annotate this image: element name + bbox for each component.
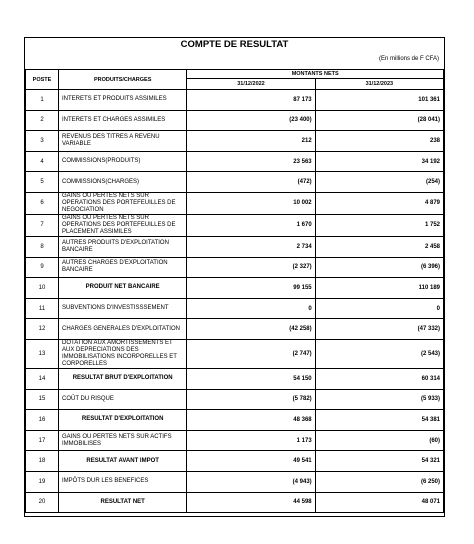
row-poste: 13 [26, 339, 59, 368]
row-value-2023: 34 192 [315, 151, 443, 172]
row-value-2022: (23 400) [187, 110, 315, 131]
table-body [26, 90, 444, 513]
row-value-2022: 1 670 [187, 214, 315, 236]
row-value-2023: 48 071 [315, 492, 443, 513]
header-year-2023: 31/12/2023 [315, 79, 443, 90]
table-row [26, 192, 444, 214]
table-row [26, 257, 444, 278]
row-value-2022: (5 782) [187, 389, 315, 410]
table-row [26, 339, 444, 368]
row-poste: 12 [26, 319, 59, 340]
table-row [26, 451, 444, 472]
row-poste: 2 [26, 110, 59, 131]
row-label: COMMISSIONS(CHARGES) [59, 172, 187, 193]
header-poste: POSTE [26, 70, 59, 90]
row-value-2022: (4 943) [187, 471, 315, 492]
income-statement-table [25, 69, 444, 513]
row-value-2023: (5 933) [315, 389, 443, 410]
row-value-2023: 1 752 [315, 214, 443, 236]
table-row [26, 278, 444, 299]
row-poste: 20 [26, 492, 59, 513]
row-value-2023: (6 396) [315, 257, 443, 278]
row-value-2022: 44 598 [187, 492, 315, 513]
row-poste: 10 [26, 278, 59, 299]
table-row [26, 430, 444, 451]
row-poste: 4 [26, 151, 59, 172]
row-label: CHARGES GENERALES D'EXPLOITATION [59, 319, 187, 340]
table-row [26, 471, 444, 492]
document-title: COMPTE DE RESULTAT [180, 39, 289, 50]
row-value-2023: 101 361 [315, 90, 443, 111]
row-label: RESULTAT AVANT IMPOT [59, 451, 187, 472]
row-label: GAINS OU PERTES NETS SUR OPERATIONS DES PORTEFEUILLES DE PLACEMENT ASSIMILES [59, 214, 187, 236]
row-value-2022: (2 747) [187, 339, 315, 368]
row-poste: 18 [26, 451, 59, 472]
table-row [26, 319, 444, 340]
row-value-2022: 0 [187, 298, 315, 319]
row-label: PRODUIT NET BANCAIRE [59, 278, 187, 299]
row-label: INTERETS ET PRODUITS ASSIMILES [59, 90, 187, 111]
row-poste: 9 [26, 257, 59, 278]
row-value-2023: 54 381 [315, 410, 443, 431]
row-value-2023: (254) [315, 172, 443, 193]
row-label: DOTATION AUX AMORTISSEMENTS ET AUX DEPRECIATIONS DES IMMOBILISATIONS INCORPORELLES ET CORPORELLES [59, 339, 187, 368]
row-poste: 11 [26, 298, 59, 319]
row-value-2023: 54 321 [315, 451, 443, 472]
row-label: RESULTAT D'EXPLOITATION [59, 410, 187, 431]
table-row [26, 151, 444, 172]
row-poste: 7 [26, 214, 59, 236]
header-year-2022: 31/12/2022 [187, 79, 315, 90]
row-label: INTERETS ET CHARGES ASSIMILES [59, 110, 187, 131]
header-montants-nets: MONTANTS NETS [187, 70, 444, 79]
row-value-2023: 110 189 [315, 278, 443, 299]
table-row [26, 236, 444, 257]
row-label: GAINS OU PERTES NETS SUR OPERATIONS DES PORTEFEUILLES DE NEGOCIATION [59, 192, 187, 214]
table-row [26, 368, 444, 389]
row-value-2022: (42 258) [187, 319, 315, 340]
row-value-2022: (2 327) [187, 257, 315, 278]
row-value-2022: 2 734 [187, 236, 315, 257]
income-statement-document [24, 37, 445, 517]
row-label: AUTRES PRODUITS D'EXPLOITATION BANCAIRE [59, 236, 187, 257]
row-label: COÛT DU RISQUE [59, 389, 187, 410]
table-row [26, 410, 444, 431]
row-value-2022: 48 368 [187, 410, 315, 431]
row-label: AUTRES CHARGES D'EXPLOITATION BANCAIRE [59, 257, 187, 278]
row-label: REVENUS DES TITRES A REVENU VARIABLE [59, 131, 187, 152]
row-poste: 17 [26, 430, 59, 451]
row-value-2022: 212 [187, 131, 315, 152]
row-poste: 6 [26, 192, 59, 214]
row-poste: 1 [26, 90, 59, 111]
row-value-2023: (60) [315, 430, 443, 451]
row-value-2022: 99 155 [187, 278, 315, 299]
row-poste: 8 [26, 236, 59, 257]
row-value-2023: (28 041) [315, 110, 443, 131]
row-label: COMMISSIONS(PRODUITS) [59, 151, 187, 172]
row-label: SUBVENTIONS D'INVESTISSSEMENT [59, 298, 187, 319]
table-row [26, 389, 444, 410]
table-row [26, 214, 444, 236]
row-poste: 19 [26, 471, 59, 492]
table-row [26, 492, 444, 513]
row-poste: 5 [26, 172, 59, 193]
row-value-2023: (47 332) [315, 319, 443, 340]
row-label: GAINS OU PERTES NETS SUR ACTIFS IMMOBILISES [59, 430, 187, 451]
table-row [26, 90, 444, 111]
row-poste: 16 [26, 410, 59, 431]
row-poste: 14 [26, 368, 59, 389]
header-produits-charges: PRODUITS/CHARGES [59, 70, 187, 90]
row-poste: 3 [26, 131, 59, 152]
row-value-2023: 0 [315, 298, 443, 319]
unit-note: (En millions de F CFA) [378, 56, 439, 62]
row-value-2022: 23 563 [187, 151, 315, 172]
row-value-2022: (472) [187, 172, 315, 193]
row-value-2023: 238 [315, 131, 443, 152]
table-row [26, 131, 444, 152]
row-label: RESULTAT BRUT D'EXPLOITATION [59, 368, 187, 389]
row-value-2023: 4 879 [315, 192, 443, 214]
row-value-2022: 87 173 [187, 90, 315, 111]
table-row [26, 172, 444, 193]
row-value-2022: 54 150 [187, 368, 315, 389]
row-poste: 15 [26, 389, 59, 410]
row-value-2023: 60 314 [315, 368, 443, 389]
row-value-2022: 1 173 [187, 430, 315, 451]
row-label: IMPÔTS DUR LES BENEFICES [59, 471, 187, 492]
table-row [26, 298, 444, 319]
row-value-2022: 49 541 [187, 451, 315, 472]
table-row [26, 110, 444, 131]
row-value-2023: 2 458 [315, 236, 443, 257]
row-value-2023: (6 250) [315, 471, 443, 492]
row-label: RESULTAT NET [59, 492, 187, 513]
row-value-2022: 10 002 [187, 192, 315, 214]
row-value-2023: (2 543) [315, 339, 443, 368]
